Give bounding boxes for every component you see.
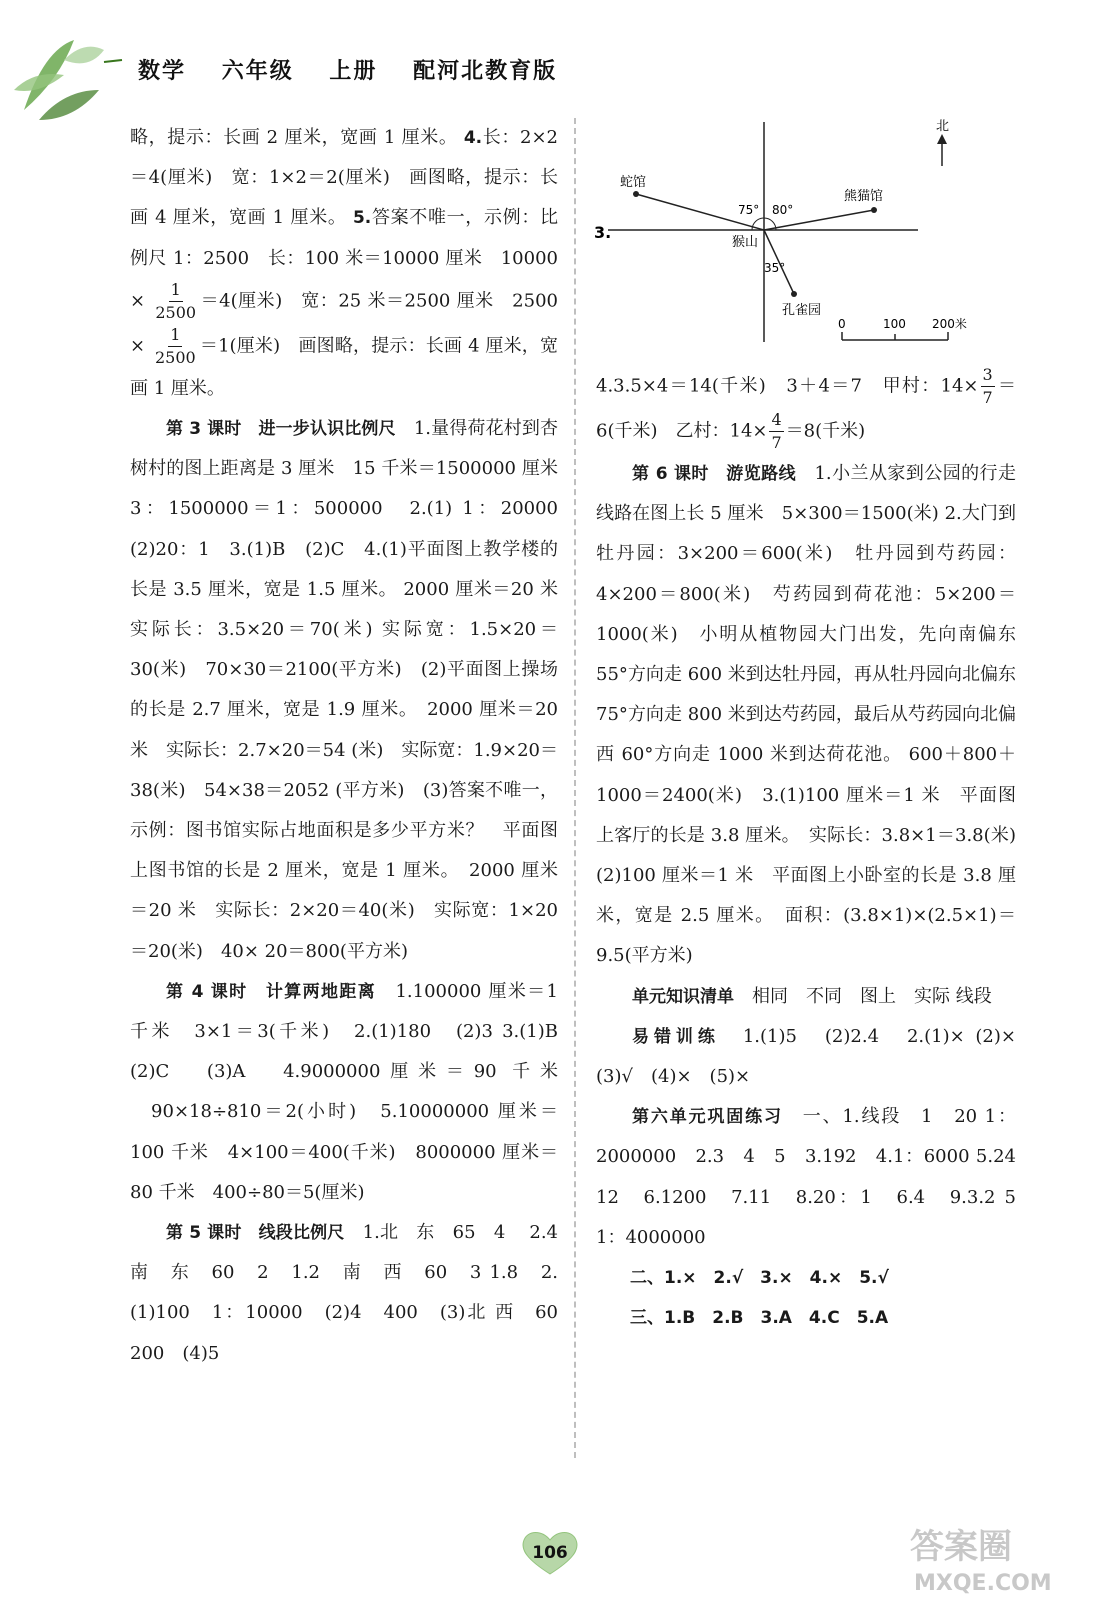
unit-6-part-two: 二、1.× 2.√ 3.× 4.× 5.√ (630, 1268, 889, 1289)
panda-house-label: 熊猫馆 (844, 189, 884, 204)
lesson-6-title: 第 6 课时 游览路线 (632, 464, 797, 484)
lesson-3-body: 1.量得荷花村到杏树村的图上距离是 3 厘米 15 千米＝1500000 厘米 3：1500000＝1：500000 2.(1) 1：20000 (2)20：1 3.(1)B (2)C 4.(1)平面图上教学楼的长是 3.5 厘米，宽是 1.5 厘米。 2000 厘米＝20 米 实际长：3.5×20＝70(米) 实际宽：1.5×20＝30(米) 70×30＝2100(平方米) (2)平面图上操场的长是 2.7 厘米，宽是 1.9 厘米。 2000 厘米＝20 米 实际长：2.7×20＝54 (米) 实际宽：1.9×20＝38(米) 54×38＝2052 (平方米) (3)答案不唯一，示例：图书馆实际占地面积是多少平方米？ 平面图上图书馆的长是 2 厘米，宽是 1 厘米。 2000 厘米＝20 米 实际长：2×20＝40(米) 实际宽：1×20＝20(米) 40× 20＝800(平方米) (130, 418, 576, 962)
peacock-garden-label: 孔雀园 (782, 303, 822, 318)
lesson-6-body: 1.小兰从家到公园的行走线路在图上长 5 厘米 5×300＝1500(米) 2.大门到牡丹园：3×200＝600(米) 牡丹园到芍药园：4×200＝800(米) 芍药园到荷花池：5×200＝1000(米) 小明从植物园大门出发，先向南偏东 55°方向走 600 米到达牡丹园，再从牡丹园向北偏东 75°方向走 800 米到达芍药园，最后从芍药园向北偏西 60°方向走 1000 米到达荷花池。 600＋800＋1000＝2400(米) 3.(1)100 厘米＝1 米 平面图上客厅的长是 3.8 厘米。 实际长：3.8×1＝3.8(米) (2)100 厘米＝1 米 平面图上小卧室的长是 3.8 厘米，宽是 2.5 厘米。 面积：(3.8×1)×(2.5×1)＝9.5(平方米) (596, 463, 1034, 967)
scale-label-200: 200米 (932, 317, 967, 331)
fraction-numerator: 3 (981, 364, 995, 387)
fraction-1-2500-a (153, 279, 198, 324)
unit-6-review-title: 第六单元巩固练习 (632, 1107, 783, 1128)
error-training-title: 易错训练 (632, 1026, 720, 1047)
section-lesson-5 (130, 1213, 576, 1374)
q4-text-a: 4.3.5×4＝14(千米) 3＋4＝7 甲村：14× (596, 375, 979, 397)
header-volume: 上册 (329, 59, 378, 84)
angle-80-label: 80° (772, 203, 794, 217)
intro-text-e: 答案不唯一，示例：比例尺 1：2500 长：100 米＝10000 厘米 10000 × (130, 207, 559, 312)
north-arrowhead-icon (937, 134, 947, 144)
watermark (900, 1510, 1080, 1600)
header-grade: 六年级 (221, 59, 294, 84)
header-title (138, 54, 583, 85)
intro-text-f: ＝4(厘米) 宽：25 米＝2500 厘米 2500 × (130, 290, 558, 357)
answer-q4-villages (596, 364, 1016, 454)
knowledge-list-body: 相同 不同 图上 实际 线段 (752, 985, 992, 1007)
section-unit-6-review (596, 1097, 1034, 1258)
page-header (0, 0, 1097, 120)
section-lesson-4 (130, 972, 576, 1213)
scale-label-100: 100 (883, 317, 906, 331)
left-column (130, 118, 576, 1374)
intro-q4-number: 4. (463, 128, 483, 148)
lesson-5-title: 第 5 课时 线段比例尺 (166, 1223, 345, 1244)
north-label: 北 (936, 119, 950, 134)
column-divider (574, 118, 576, 1458)
watermark-logo-icon (900, 1510, 1080, 1600)
answer-paragraph-intro (130, 118, 558, 409)
lesson-4-body: 1.100000 厘米＝1 千米 3×1＝3(千米) 2.(1)180 (2)3 3.(1)B (2)C (3)A 4.9000000厘米＝90 千米 90×18÷810＝2(小时) 5.10000000 厘米＝100 千米 4×100＝400(千米) 8000000 厘米＝80 千米 400÷80＝5(厘米) (130, 980, 576, 1203)
peacock-point (791, 291, 797, 297)
section-lesson-6 (596, 454, 1034, 977)
unit-6-part-three: 三、1.B 2.B 3.A 4.C 5.A (630, 1308, 889, 1329)
monkey-hill-label: 猴山 (732, 235, 759, 250)
q4-text-b: ＝6(千米) 乙村：14× (596, 375, 1017, 442)
fraction-denominator: 2500 (155, 347, 196, 367)
section-error-training (596, 1017, 1034, 1097)
section-lesson-3 (130, 409, 576, 972)
fraction-3-7 (981, 364, 995, 409)
section-knowledge-list (596, 977, 1016, 1017)
question-3-label: 3. (594, 223, 612, 242)
fraction-1-2500-b (153, 324, 198, 369)
heart-icon (518, 1528, 582, 1578)
intro-text-a: 略，提示：长画 2 厘米，宽画 1 厘米。 (130, 127, 458, 148)
error-training-body: 1.(1)5 (2)2.4 2.(1)× (2)× (3)√ (4)× (5)× (596, 1025, 1034, 1088)
fraction-numerator: 1 (168, 324, 182, 347)
zoo-map-diagram (592, 116, 1032, 356)
q4-text-c: ＝8(千米) (785, 420, 866, 442)
watermark-top-text: 答案圈 (910, 1527, 1012, 1567)
lesson-4-title: 第 4 课时 计算两地距离 (166, 981, 377, 1002)
watermark-bottom-text: MXQE.COM (914, 1571, 1052, 1596)
leaf-decoration-icon (4, 30, 134, 140)
header-edition: 配河北教育版 (413, 59, 558, 84)
fraction-denominator: 7 (982, 388, 993, 407)
angle-35-label: 35° (764, 261, 786, 275)
unit-6-review-body: 一、1.线段 1 20 1：2000000 2.3 4 5 3.192 4.1：6000 5.24 12 6.1200 7.11 8.20：1 6.4 9.3.2 5 1：4000000 (596, 1106, 1034, 1248)
fraction-denominator: 2500 (155, 302, 197, 322)
panda-point (871, 207, 877, 213)
knowledge-list-title: 单元知识清单 (632, 986, 734, 1007)
right-column (596, 364, 1034, 1338)
angle-75-label: 75° (738, 203, 760, 217)
snake-point (633, 191, 639, 197)
fraction-numerator: 4 (769, 409, 783, 432)
fraction-numerator: 1 (169, 279, 183, 302)
intro-text-c: 长：2×2 ＝4(厘米) 宽：1×2＝2(厘米) 画图略，提示：长画 4 厘米，宽画 1 厘米。 (130, 127, 558, 229)
fraction-4-7 (769, 409, 783, 454)
page-number: 106 (532, 1543, 568, 1563)
page-number-badge (500, 1528, 600, 1582)
intro-text-g: ＝1(厘米) 画图略，提示：长画 4 厘米，宽画 1 厘米。 (130, 335, 558, 399)
scale-label-0: 0 (838, 317, 846, 331)
header-subject: 数学 (138, 59, 187, 84)
intro-q5-number: 5. (352, 208, 372, 229)
lesson-3-title: 第 3 课时 进一步认识比例尺 (166, 419, 396, 440)
fraction-denominator: 7 (771, 433, 782, 452)
snake-house-label: 蛇馆 (620, 175, 647, 190)
lesson-5-body: 1.北 东 65 4 2.4 南 东 60 2 1.2 南 西 60 3 1.8 2.(1)100 1：10000 (2)4 400 (3)北 西 60 200 (4)5 (130, 1222, 576, 1364)
